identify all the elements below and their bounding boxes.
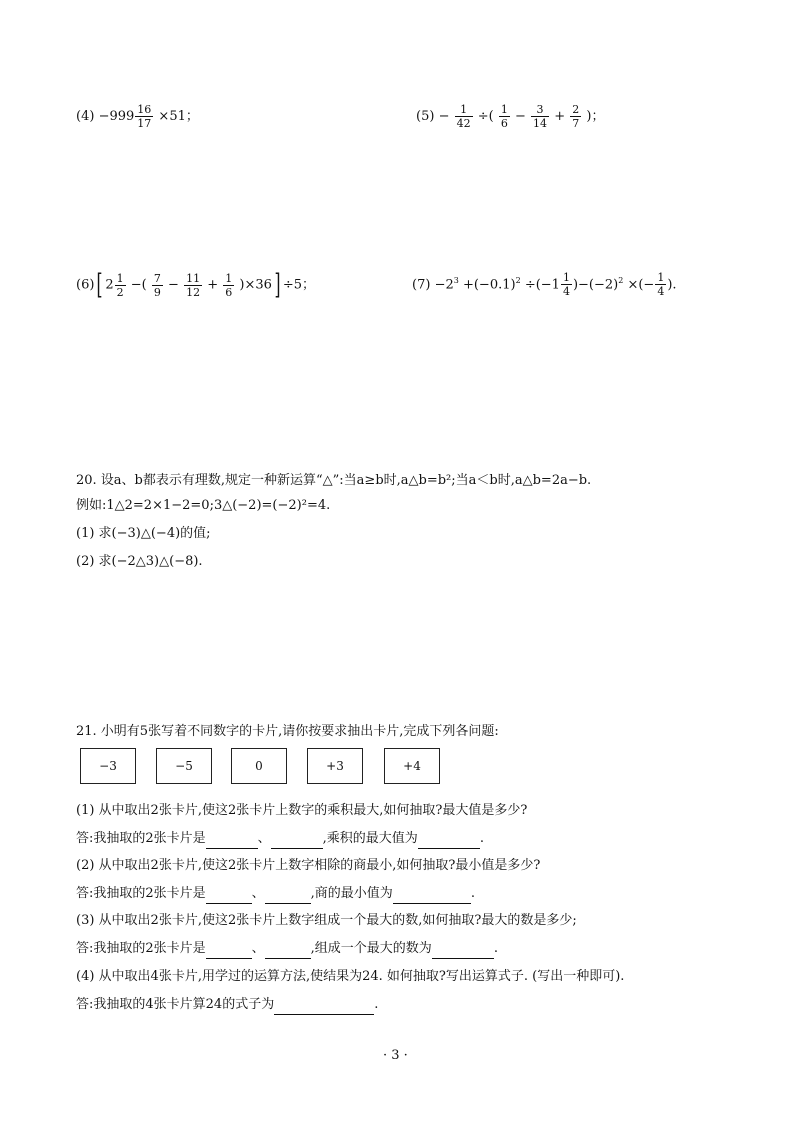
q21-sub4-question: (4) 从中取出4张卡片,用学过的运算方法,使结果为24. 如何抽取?写出运算式子. (写出一种即可). bbox=[76, 969, 625, 984]
answer-blank[interactable] bbox=[265, 944, 311, 959]
problem-6-label: (6) bbox=[76, 277, 95, 293]
q20-sub1: (1) 求(−3)△(−4)的值; bbox=[76, 526, 211, 541]
q21-intro: 21. 小明有5张写着不同数字的卡片,请你按要求抽出卡片,完成下列各问题: bbox=[76, 724, 499, 739]
card-minus-5: −5 bbox=[156, 748, 212, 784]
answer-blank[interactable] bbox=[274, 1000, 374, 1015]
answer-blank[interactable] bbox=[206, 889, 252, 904]
q20-sub2: (2) 求(−2△3)△(−8). bbox=[76, 554, 203, 569]
answer-blank[interactable] bbox=[393, 889, 471, 904]
page-number: · 3 · bbox=[383, 1048, 408, 1063]
card-0: 0 bbox=[231, 748, 287, 784]
card-plus-3: +3 bbox=[307, 748, 363, 784]
problem-4-label: (4) bbox=[76, 109, 95, 124]
answer-blank[interactable] bbox=[265, 889, 311, 904]
fraction: $\frac{16}{17}$ bbox=[137, 103, 152, 130]
answer-blank[interactable] bbox=[206, 834, 258, 849]
problem-4: (4) −999 $\frac{16}{17}$ ×51； bbox=[76, 103, 199, 130]
problem-7-label: (7) bbox=[412, 277, 431, 293]
answer-blank[interactable] bbox=[432, 944, 494, 959]
answer-blank[interactable] bbox=[418, 834, 480, 849]
answer-blank[interactable] bbox=[206, 944, 252, 959]
q21-sub3-question: (3) 从中取出2张卡片,使这2张卡片上数字组成一个最大的数,如何抽取?最大的数是多少; bbox=[76, 913, 577, 928]
q20-line1: 20. 设a、b都表示有理数,规定一种新运算“△”:当a≥b时,a△b=b²;当a＜b时,a△b=2a−b. bbox=[76, 473, 592, 488]
q21-sub1-answer: 答:我抽取的2张卡片是 、 ,乘积的最大值为 . bbox=[76, 829, 484, 849]
q21-sub4-answer: 答:我抽取的4张卡片算24的式子为 . bbox=[76, 995, 378, 1015]
q20-line2: 例如:1△2=2×1−2=0;3△(−2)=(−2)²=4. bbox=[76, 498, 331, 513]
problem-7: $(7) -2^3 +(-0.1)^2 \div(-1$ $\frac{1}{4}$ )$-(-2)^2$ ×(− $\frac{1}{4}$ ). bbox=[412, 271, 677, 299]
card-minus-3: −3 bbox=[80, 748, 136, 784]
q21-sub2-answer: 答:我抽取的2张卡片是 、 ,商的最小值为 . bbox=[76, 884, 475, 904]
problem-5-label: (5) bbox=[416, 109, 435, 124]
answer-blank[interactable] bbox=[271, 834, 323, 849]
q21-sub1-question: (1) 从中取出2张卡片,使这2张卡片上数字的乘积最大,如何抽取?最大值是多少? bbox=[76, 803, 528, 818]
problem-5: (5) − $\frac{1}{42}$ ÷( $\frac{1}{6}$ − $\frac{3}{14}$ + $\frac{2}{7}$ )； bbox=[416, 103, 605, 130]
q21-sub2-question: (2) 从中取出2张卡片,使这2张卡片上数字相除的商最小,如何抽取?最小值是多少? bbox=[76, 858, 541, 873]
q21-sub3-answer: 答:我抽取的2张卡片是 、 ,组成一个最大的数为 . bbox=[76, 939, 498, 959]
problem-6: (6)[ 2 $\frac{1}{2}$ −( $\frac{7}{9}$ − $\frac{11}{12}$ + $\frac{1}{6}$ )×36] ÷5； bbox=[76, 268, 316, 301]
card-plus-4: +4 bbox=[384, 748, 440, 784]
